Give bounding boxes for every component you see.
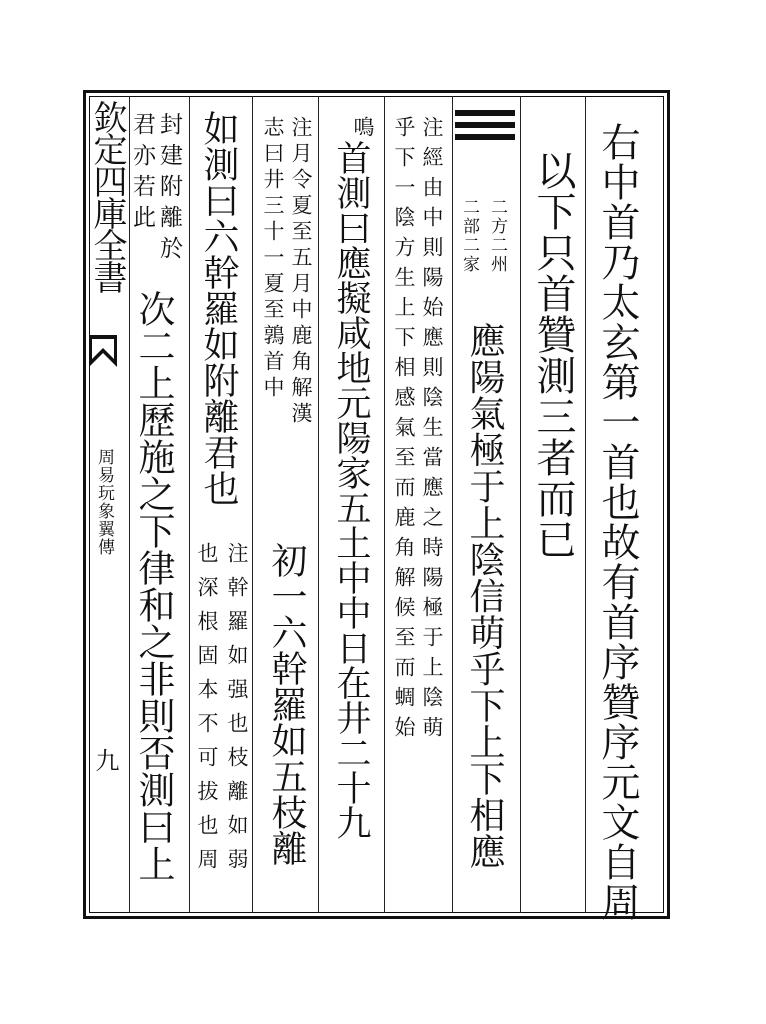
text-column-5a: 鳴 xyxy=(351,116,375,146)
annotation-column-6a: 注月令夏至五月中鹿角解漢 xyxy=(289,116,313,428)
text-column-8: 次二上歷施之下律和之非則否測曰上 xyxy=(132,290,175,882)
annotation-column-8b: 君亦若此 xyxy=(129,112,155,236)
text-column-2: 以下只首贊測三者而已 xyxy=(530,150,576,560)
annotation-column-7b: 也深根固本不可拔也周 xyxy=(195,542,219,882)
text-column-1: 右中首乃太玄第一首也故有首序贊序元文自周 xyxy=(595,122,640,922)
column-rule xyxy=(520,96,521,913)
margin-title: 欽定四庫全書 xyxy=(87,100,127,292)
text-column-3: 應陽氣極于上陰信萌乎下上下相應 xyxy=(464,322,505,870)
hexagram-icon xyxy=(455,110,515,158)
annotation-column-7a: 注幹羅如强也枝離如弱 xyxy=(225,542,249,882)
fishtail-mark-icon xyxy=(89,335,117,367)
text-column-7: 如測曰六幹羅如附離君也 xyxy=(198,110,239,506)
annotation-column-3b: 二部二家 xyxy=(459,198,479,274)
column-rule xyxy=(252,96,253,913)
annotation-column-4b: 乎下一陰方生上下相感氣至而鹿角解候至而蜩始 xyxy=(392,116,416,746)
column-rule xyxy=(452,96,453,913)
annotation-column-6b: 志曰井三十一夏至鶉首中 xyxy=(261,116,285,402)
annotation-column-4a: 注經由中則陽始應則陰生當應之時陽極于上陰萌 xyxy=(420,116,444,746)
column-rule xyxy=(189,96,190,913)
annotation-column-8a: 封建附離於 xyxy=(156,112,182,267)
column-rule xyxy=(318,96,319,913)
text-column-6: 初一六幹羅如五枝離 xyxy=(266,542,307,866)
annotation-column-3a: 二方二州 xyxy=(487,198,507,274)
text-column-5b: 首測曰應擬咸地元陽家五土中中日在井二十九 xyxy=(331,140,371,840)
column-rule xyxy=(384,96,385,913)
column-rule xyxy=(585,96,586,913)
page-number: 九 xyxy=(91,748,119,772)
margin-book-title: 周易玩象翼傳 xyxy=(94,448,114,556)
